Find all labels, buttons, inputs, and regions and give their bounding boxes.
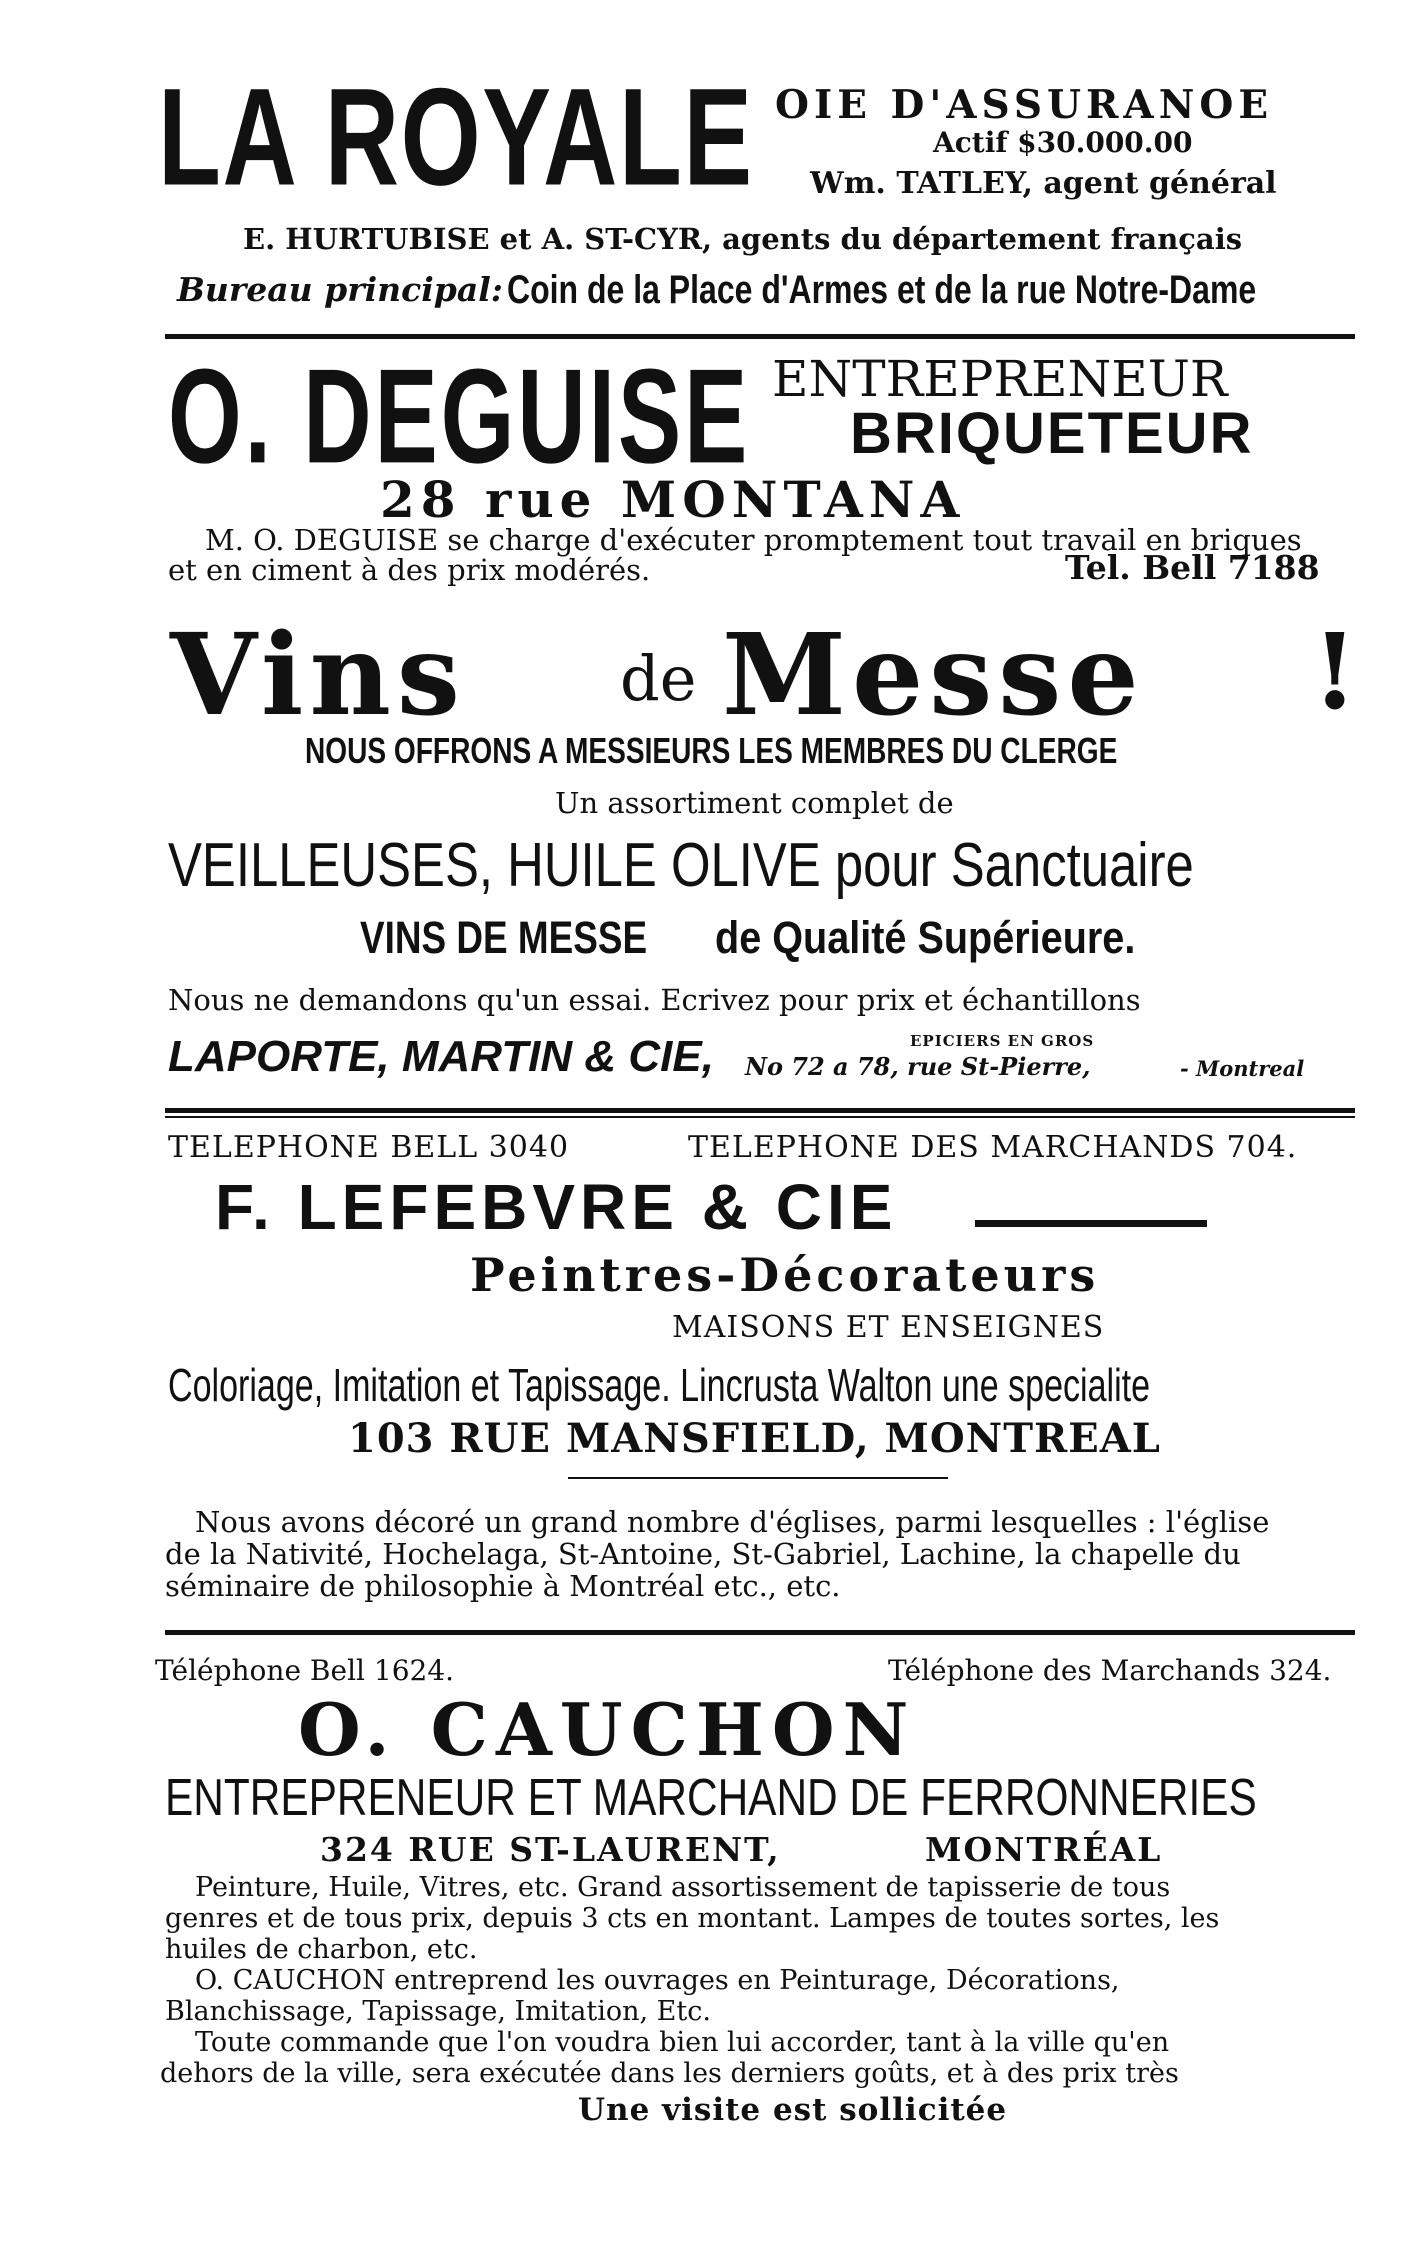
lefebvre-desc-line1: Nous avons décoré un grand nombre d'églises, parmi lesquelles : l'église [195, 1505, 1270, 1539]
short-divider [568, 1477, 948, 1479]
assortiment-line: Un assortiment complet de [555, 786, 954, 820]
deguise-ad [0, 340, 1410, 590]
deguise-title-entrepreneur: ENTREPRENEUR [772, 350, 1228, 408]
qualite-superieure: de Qualité Supérieure. [715, 912, 1136, 963]
agent-general: Wm. TATLEY, agent général [810, 166, 1277, 201]
divider [165, 1116, 1355, 1118]
lefebvre-name: F. LEFEBVRE & CIE [215, 1171, 898, 1243]
lefebvre-tel-marchands: TELEPHONE DES MARCHANDS 704. [688, 1130, 1298, 1165]
products-line: VEILLEUSES, HUILE OLIVE pour Sanctuaire [168, 831, 1194, 900]
divider [165, 334, 1355, 339]
bureau-address: Coin de la Place d'Armes et de la rue Notre-Dame [507, 268, 1257, 312]
cauchon-para-line2: genres et de tous prix, depuis 3 cts en montant. Lampes de toutes sortes, les [165, 1903, 1220, 1934]
cauchon-para-line4: O. CAUCHON entreprend les ouvrages en Peinturage, Décorations, [195, 1965, 1120, 1996]
company-name: OIE D'ASSURANOE [775, 82, 1274, 128]
essai-line: Nous ne demandons qu'un essai. Ecrivez pour prix et échantillons [168, 983, 1141, 1017]
cauchon-para-line7: dehors de la ville, sera exécutée dans les derniers goûts, et à des prix très [160, 2058, 1179, 2089]
cauchon-para-line6: Toute commande que l'on voudra bien lui accorder, tant à la ville qu'en [195, 2027, 1170, 2058]
cauchon-para-line5: Blanchissage, Tapissage, Imitation, Etc. [165, 1996, 711, 2027]
cauchon-tel-bell: Téléphone Bell 1624. [155, 1654, 455, 1687]
lefebvre-underline-rule [975, 1220, 1207, 1227]
lefebvre-ad [0, 1120, 1410, 1603]
cauchon-name: O. CAUCHON [298, 1687, 917, 1772]
cauchon-visite: Une visite est sollicitée [578, 2092, 1008, 2128]
cauchon-ad [0, 1640, 1410, 2140]
divider [165, 1108, 1355, 1113]
actif-value: Actif $30.000.00 [933, 126, 1193, 159]
deguise-desc-line1: M. O. DEGUISE se charge d'exécuter promptement tout travail en briques [205, 523, 1302, 557]
lefebvre-desc-line2: de la Nativité, Hochelaga, St-Antoine, St-Gabriel, Lachine, la chapelle du [165, 1537, 1241, 1571]
lefebvre-desc-line3: séminaire de philosophie à Montréal etc., etc. [165, 1569, 841, 1603]
bureau-label: Bureau principal: [177, 270, 503, 309]
cauchon-city: MONTRÉAL [925, 1830, 1163, 1869]
vins-de-messe-ad [0, 600, 1410, 1100]
firm-city: - Montreal [1180, 1056, 1305, 1081]
deguise-title-briqueteur: BRIQUETEUR [850, 401, 1254, 466]
cauchon-title: ENTREPRENEUR ET MARCHAND DE FERRONNERIES [165, 1769, 1257, 1827]
la-royale-ad [0, 0, 1410, 330]
cauchon-para-line1: Peinture, Huile, Vitres, etc. Grand assortissement de tapisserie de tous [195, 1872, 1171, 1903]
firm-address: No 72 a 78, rue St-Pierre, [745, 1052, 1091, 1081]
headline-vins: Vins [170, 610, 466, 741]
offer-line: NOUS OFFRONS A MESSIEURS LES MEMBRES DU CLERGE [305, 730, 1118, 771]
deguise-name: O. DEGUISE [168, 341, 751, 492]
cauchon-address: 324 RUE ST-LAURENT, [320, 1830, 781, 1869]
deguise-desc-line2: et en ciment à des prix modérés. [168, 553, 651, 587]
lefebvre-trade: Peintres-Décorateurs [470, 1248, 1100, 1302]
lefebvre-address: 103 RUE MANSFIELD, MONTREAL [348, 1415, 1161, 1462]
headline-messe: Messe [722, 610, 1145, 741]
services-line: Coloriage, Imitation et Tapissage. Lincrusta Walton une specialite [168, 1359, 1151, 1411]
headline-de: de [620, 642, 697, 715]
headline-exclamation: ! [1312, 610, 1358, 733]
deguise-address: 28 rue MONTANA [380, 470, 966, 529]
deguise-telephone: Tel. Bell 7188 [1065, 548, 1320, 587]
maisons-enseignes: MAISONS ET ENSEIGNES [672, 1310, 1105, 1345]
la-royale-name: LA ROYALE [158, 59, 754, 214]
cauchon-para-line3: huiles de charbon, etc. [165, 1934, 478, 1965]
vins-de-messe-bold: VINS DE MESSE [360, 912, 648, 963]
epiciers-en-gros: EPICIERS EN GROS [910, 1032, 1095, 1050]
cauchon-tel-marchands: Téléphone des Marchands 324. [888, 1654, 1332, 1687]
lefebvre-tel-bell: TELEPHONE BELL 3040 [168, 1130, 570, 1165]
agents-line: E. HURTUBISE et A. ST-CYR, agents du département français [243, 222, 1243, 256]
divider [165, 1630, 1355, 1635]
firm-name: LAPORTE, MARTIN & CIE, [168, 1032, 714, 1081]
